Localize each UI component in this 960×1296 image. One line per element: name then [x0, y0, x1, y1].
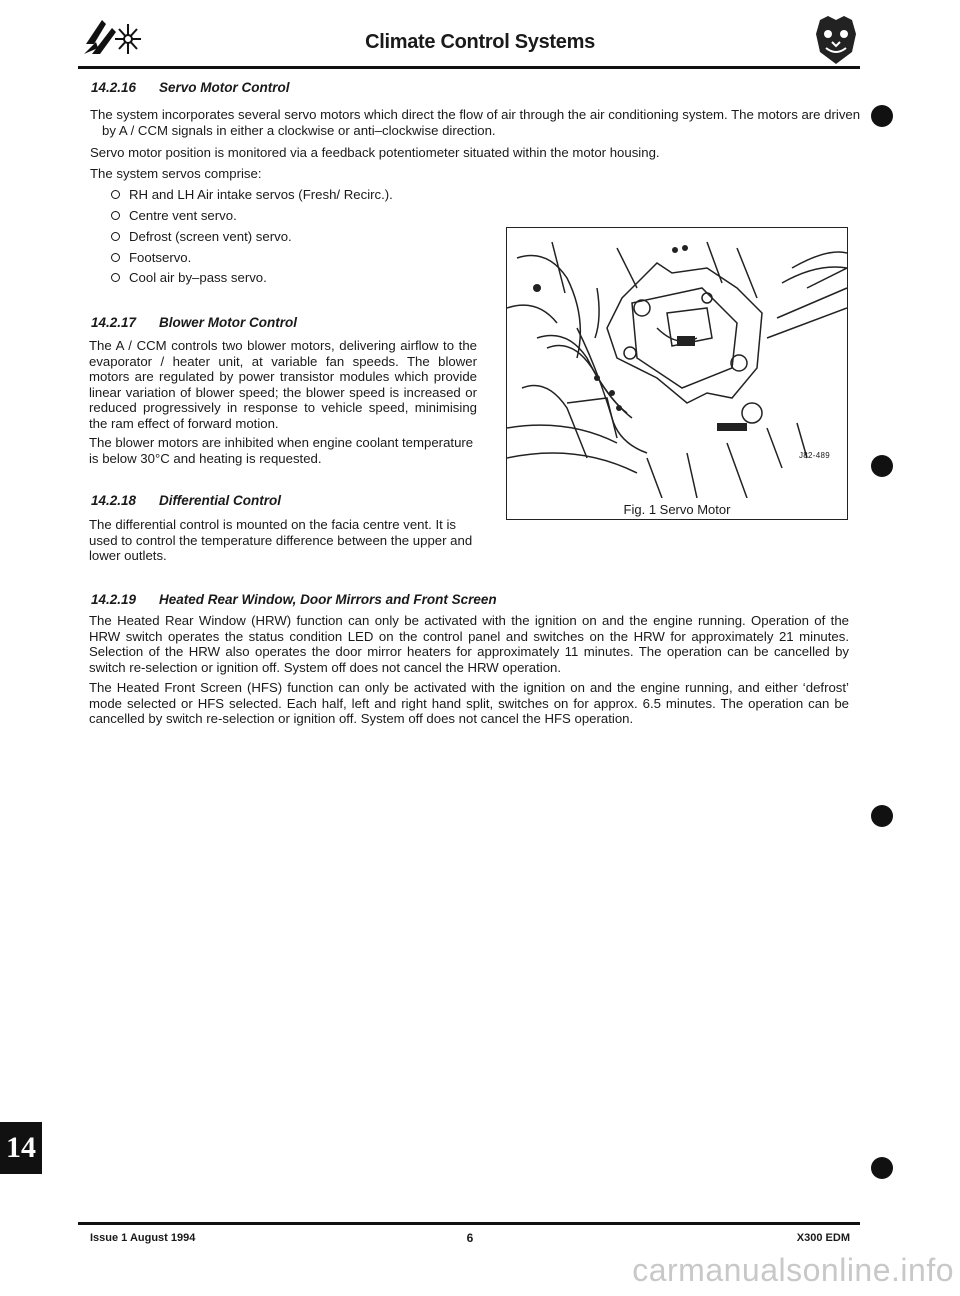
header-rule	[78, 66, 860, 69]
punch-hole	[871, 105, 893, 127]
page-number: 6	[466, 1231, 474, 1245]
watermark: carmanualsonline.info	[632, 1252, 954, 1288]
bullet-icon	[111, 253, 120, 262]
chapter-tab	[0, 1122, 42, 1174]
list-item: Footservo.	[111, 250, 191, 266]
section-number: 14.2.16	[91, 80, 137, 95]
list-item: Centre vent servo.	[111, 208, 237, 224]
figure-frame	[506, 227, 848, 520]
bullet-icon	[111, 211, 120, 220]
paragraph: Servo motor position is monitored via a feedback potentiometer situated within the motor housing.	[90, 145, 660, 160]
punch-hole	[871, 805, 893, 827]
section-title: Differential Control	[159, 493, 282, 508]
section-heading	[91, 80, 290, 95]
footer-doc-code: X300 EDM	[796, 1232, 850, 1244]
section-heading	[91, 592, 497, 607]
section-number: 14.2.18	[91, 493, 137, 508]
list-item: Cool air by–pass servo.	[111, 270, 267, 286]
paragraph: The blower motors are inhibited when engine coolant temperature is below 30°C and heating is requested.	[89, 435, 474, 466]
chapter-tab-label: 14	[6, 1131, 36, 1164]
punch-hole	[871, 1157, 893, 1179]
figure-caption: Fig. 1 Servo Motor	[623, 502, 731, 517]
list-item: Defrost (screen vent) servo.	[111, 229, 292, 245]
section-heading	[91, 315, 297, 330]
section-number: 14.2.19	[91, 592, 137, 607]
page-title: Climate Control Systems	[365, 31, 595, 53]
bullet-icon	[111, 190, 120, 199]
paragraph: The system servos comprise:	[90, 166, 262, 181]
paragraph: The A / CCM controls two blower motors, delivering airflow to the evaporator / heater unit, at variable fan speeds. The blower motors are regulated by power transistor modules which provide linear variation of blower speed; the blower speed is increased or reduced progressively in response to vehicle speed, minimising the ram effect of forward motion.	[89, 338, 477, 431]
paragraph: The differential control is mounted on the facia centre vent. It is used to control the temperature difference between the upper and lower outlets.	[89, 517, 473, 563]
paragraph: The Heated Front Screen (HFS) function can only be activated with the ignition on and the engine running, and either ‘defrost’ mode selected or HFS selected. Each half, left and right hand split, switches on for approx. 6.5 minutes. The operation can be cancelled by switch re-selection or ignition off. System off does not cancel the HFS operation.	[89, 680, 849, 726]
bullet-icon	[111, 273, 120, 282]
paragraph: The Heated Rear Window (HRW) function can only be activated with the ignition on and the engine running. Operation of the HRW switch operates the status condition LED on the control panel and switches on the HRW for approximately 21 minutes. Selection of the HRW also operates the door mirror heaters for approximately 11 minutes. The operation can be cancelled by switch re-selection or ignition off. System off does not cancel the HRW operation.	[89, 613, 849, 675]
section-title: Heated Rear Window, Door Mirrors and Front Screen	[159, 592, 497, 607]
paragraph: The system incorporates several servo motors which direct the flow of air through the air conditioning system. The motors are driven by A / CCM signals in either a clockwise or anti–clockwise direction.	[90, 107, 861, 138]
punch-hole	[871, 455, 893, 477]
section-title: Servo Motor Control	[159, 80, 290, 95]
section-title: Blower Motor Control	[159, 315, 297, 330]
section-heading	[91, 493, 281, 508]
section-number: 14.2.17	[91, 315, 137, 330]
jaguar-logo-icon	[812, 14, 860, 66]
figure-code: J82-489	[799, 451, 831, 460]
servo-motor-illustration	[507, 228, 847, 498]
bullet-icon	[111, 232, 120, 241]
footer-rule	[78, 1222, 860, 1225]
list-item: RH and LH Air intake servos (Fresh/ Recirc.).	[111, 187, 393, 203]
footer-issue: Issue 1 August 1994	[90, 1232, 196, 1244]
